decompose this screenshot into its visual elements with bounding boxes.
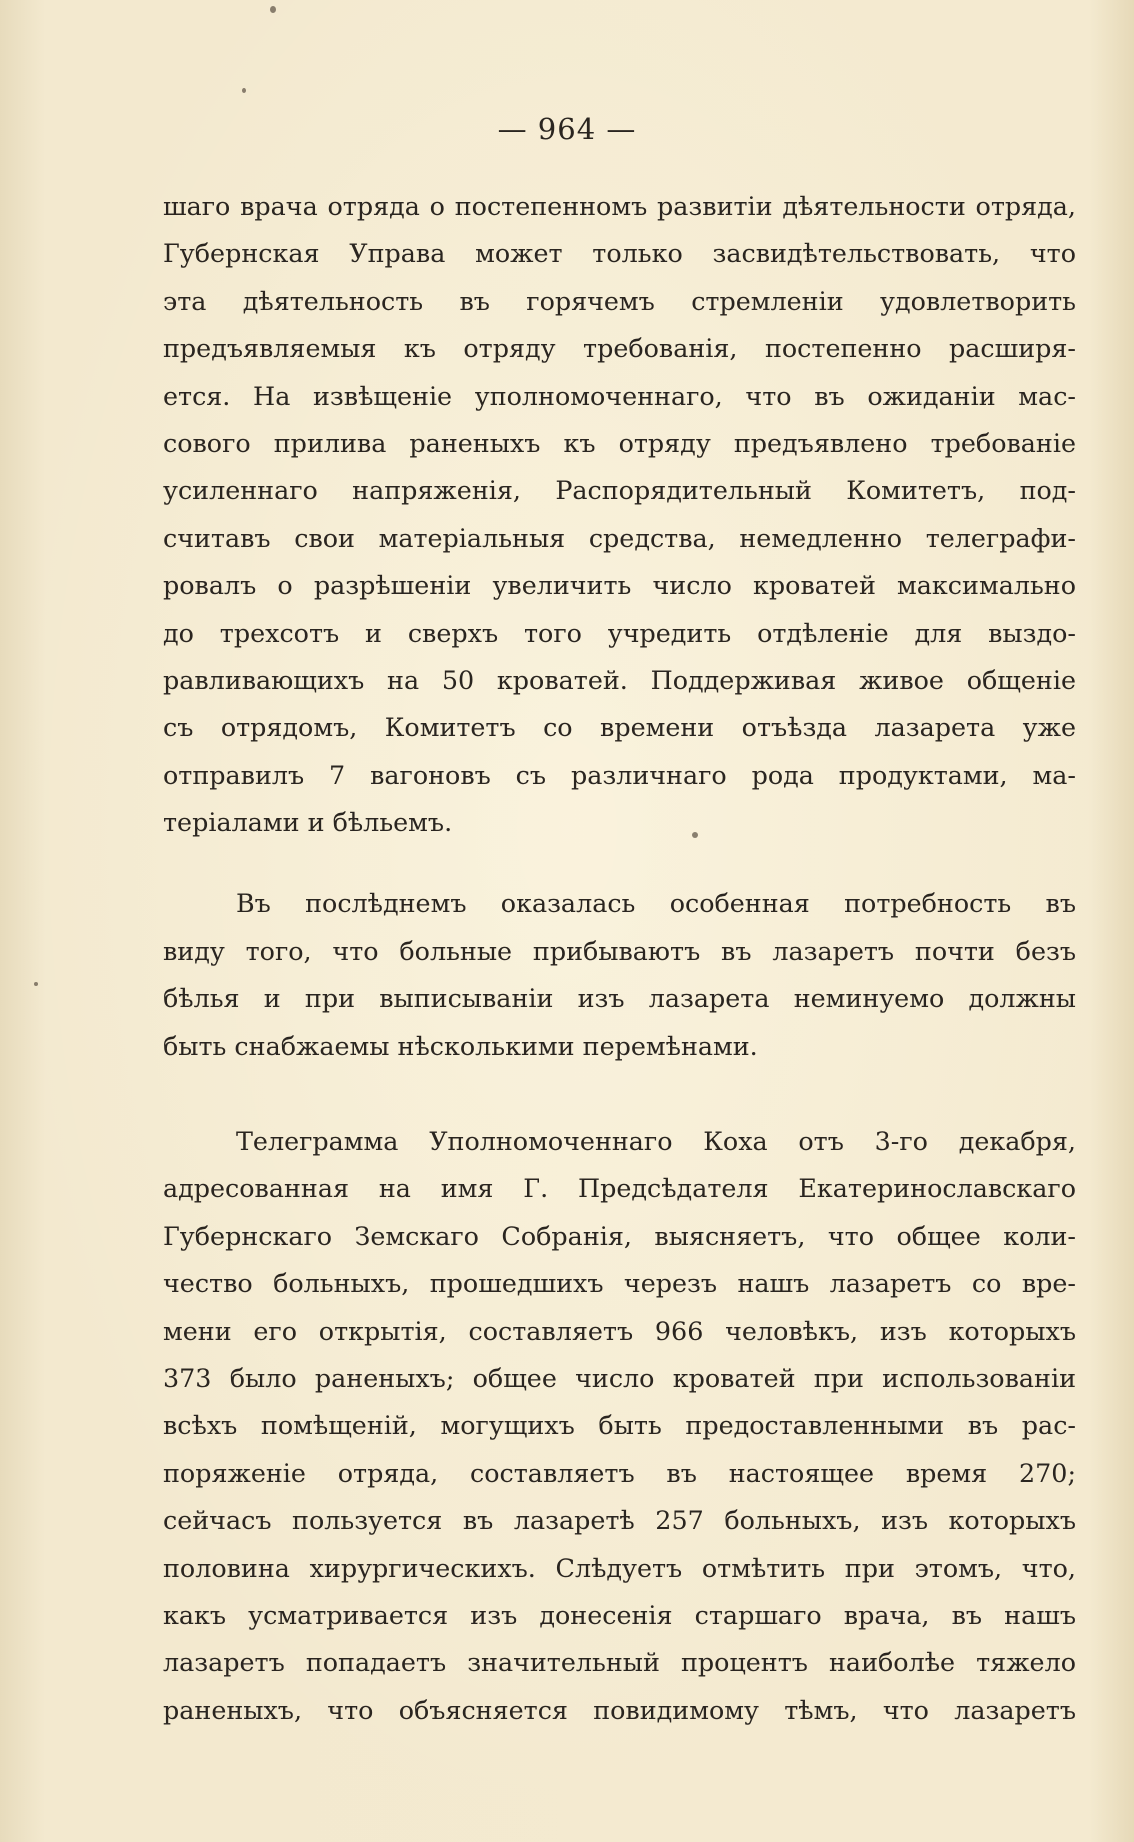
text-line: Телеграмма Уполномоченнаго Коха отъ 3-го декабря, (236, 1126, 1076, 1157)
paragraph-3 (163, 1118, 1076, 1734)
text-line: лазаретъ попадаетъ значительный процентъ наиболѣе тяжело (163, 1647, 1076, 1678)
text-line: быть снабжаемы нѣсколькими перемѣнами. (163, 1030, 758, 1061)
text-line: мени его открытія, составляетъ 966 человѣкъ, изъ которыхъ (163, 1315, 1076, 1346)
paragraph-1 (163, 183, 1076, 846)
body-text (163, 183, 1076, 1734)
ink-speck (242, 88, 246, 93)
paragraph-gap (163, 1070, 1076, 1118)
page-number: — 964 — (497, 112, 637, 146)
text-line: Губернская Управа может только засвидѣтельствовать, что (163, 238, 1076, 269)
text-line: 373 было раненыхъ; общее число кроватей при использованіи (163, 1362, 1076, 1393)
ink-speck (34, 982, 38, 986)
text-line: виду того, что больные прибываютъ въ лазаретъ почти безъ (163, 935, 1076, 966)
text-line: поряженіе отряда, составляетъ въ настоящее время 270; (163, 1457, 1076, 1488)
text-line: Въ послѣднемъ оказалась особенная потребность въ (236, 888, 1076, 919)
text-line: бѣлья и при выписываніи изъ лазарета неминуемо должны (163, 983, 1076, 1014)
text-line: до трехсотъ и сверхъ того учредить отдѣленіе для выздо- (163, 617, 1076, 648)
text-line: съ отрядомъ, Комитетъ со времени отъѣзда лазарета уже (163, 712, 1076, 743)
text-line: ется. На извѣщеніе уполномоченнаго, что въ ожиданіи мас- (163, 380, 1076, 411)
text-line: ровалъ о разрѣшеніи увеличить число кроватей максимально (163, 570, 1076, 601)
text-line: чество больныхъ, прошедшихъ черезъ нашъ лазаретъ со вре- (163, 1268, 1076, 1299)
text-line: эта дѣятельность въ горячемъ стремленіи удовлетворить (163, 285, 1076, 316)
text-line: адресованная на имя Г. Предсѣдателя Екатеринославскаго (163, 1173, 1076, 1204)
ink-speck (692, 832, 698, 838)
text-line: сового прилива раненыхъ къ отряду предъявлено требованіе (163, 427, 1076, 458)
text-line: усиленнаго напряженія, Распорядительный Комитетъ, под- (163, 475, 1076, 506)
text-line: теріалами и бѣльемъ. (163, 807, 453, 838)
paragraph-2 (163, 880, 1076, 1070)
text-line: раненыхъ, что объясняется повидимому тѣмъ, что лазаретъ (163, 1694, 1076, 1725)
text-line: отправилъ 7 вагоновъ съ различнаго рода продуктами, ма- (163, 759, 1076, 790)
text-line: какъ усматривается изъ донесенія старшаго врача, въ нашъ (163, 1599, 1076, 1630)
text-line: равливающихъ на 50 кроватей. Поддерживая живое общеніе (163, 664, 1076, 695)
ink-speck (270, 6, 276, 13)
paragraph-gap (163, 846, 1076, 880)
text-line: половина хирургическихъ. Слѣдуетъ отмѣтить при этомъ, что, (163, 1552, 1076, 1583)
text-line: считавъ свои матеріальныя средства, немедленно телеграфи- (163, 522, 1076, 553)
text-line: Губернскаго Земскаго Собранія, выясняетъ, что общее коли- (163, 1220, 1076, 1251)
text-line: предъявляемыя къ отряду требованія, постепенно расширя- (163, 333, 1076, 364)
text-line: сейчасъ пользуется въ лазаретѣ 257 больныхъ, изъ которыхъ (163, 1505, 1076, 1536)
text-line: шаго врача отряда о постепенномъ развитіи дѣятельности отряда, (163, 191, 1076, 221)
text-line: всѣхъ помѣщеній, могущихъ быть предоставленными въ рас- (163, 1410, 1076, 1441)
